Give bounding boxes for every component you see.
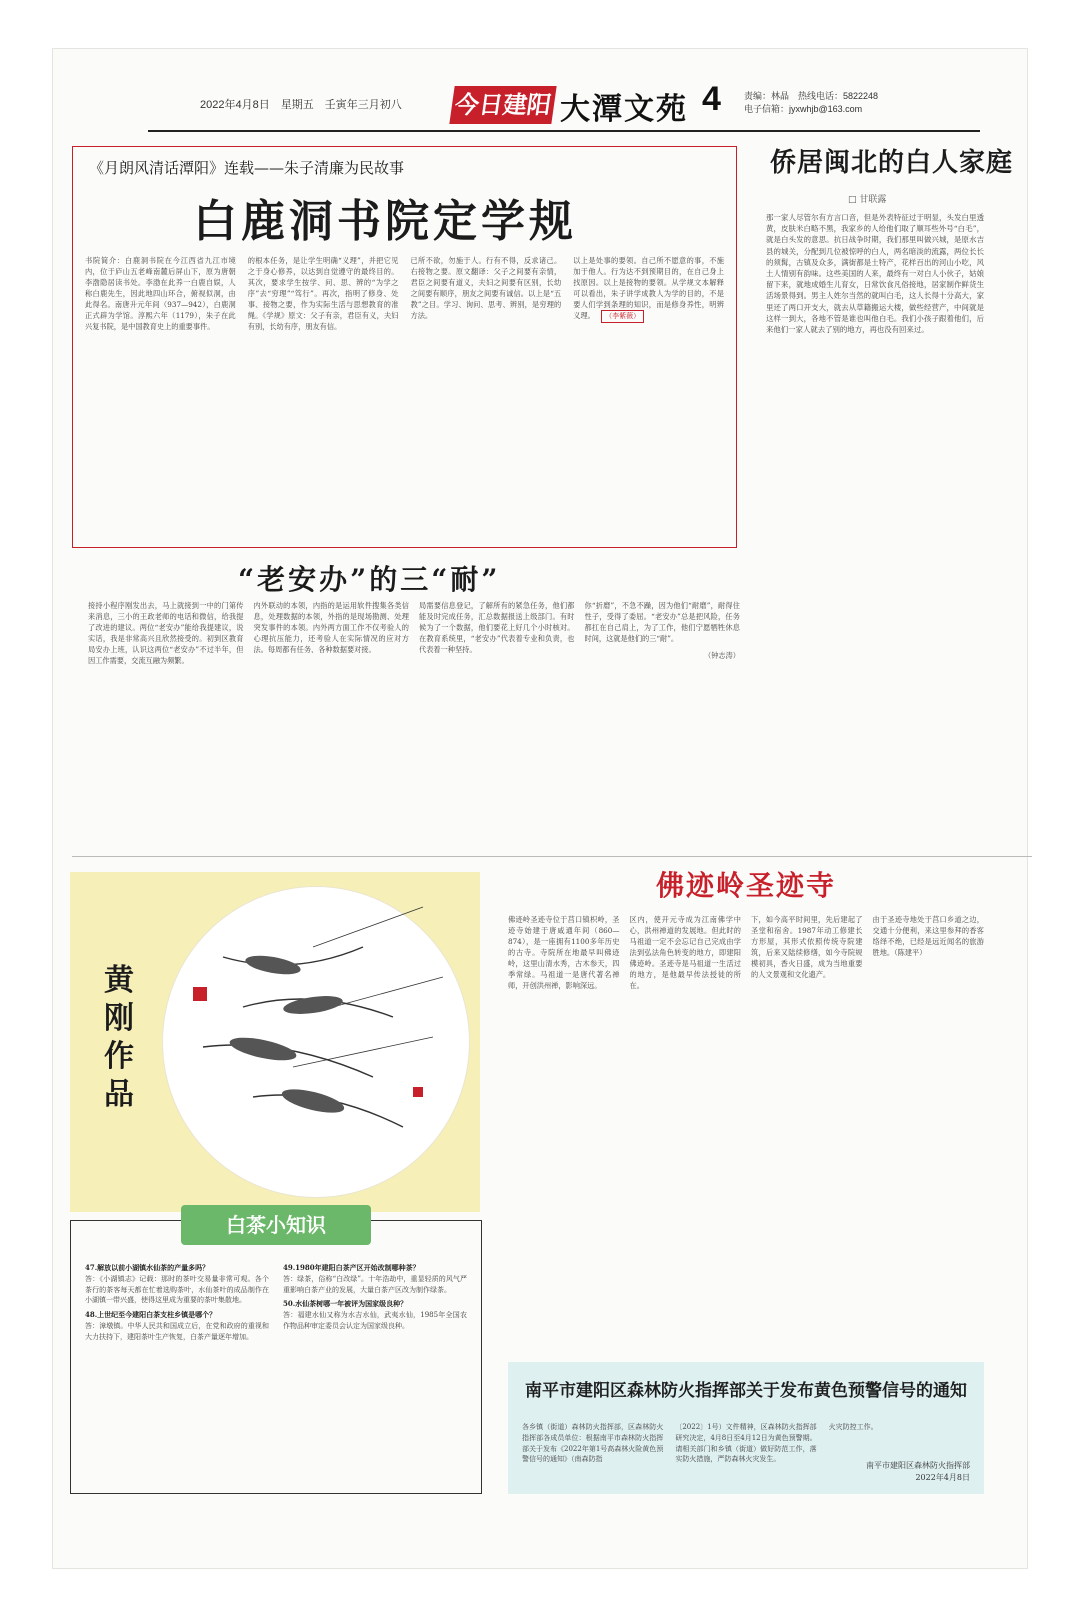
notice-signature-date: 2022年4月8日 xyxy=(915,1473,970,1482)
laoan-columns xyxy=(88,600,740,844)
notice-col-3: 火灾防控工作。 xyxy=(828,1423,878,1431)
tea-answer: 答：福建水仙又称为水吉水仙，武夷水仙，1985年全国农作物品种审定委员会认定为国家级良种。 xyxy=(283,1311,467,1330)
editor-info xyxy=(744,90,878,116)
shrimp-painting xyxy=(162,886,470,1198)
painting-label: 黄刚作品 xyxy=(104,963,134,1112)
section-title: 大潭文苑 xyxy=(560,92,688,127)
tea-question: 48.上世纪至今建阳白茶支柱乡镇是哪个？ xyxy=(85,1310,217,1320)
temple-columns xyxy=(508,914,984,1346)
temple-col-4: 由于圣迹寺地处于莒口乡道之边，交通十分便利，来这里参拜的香客络绎不绝，已经是远近闻名的旅游胜地。（陈建平） xyxy=(872,915,984,957)
laoan-col-3: 局需要信息登记，了解所有的紧急任务，他们都能及时完成任务，汇总数据报送上级部门。有时候为了一个数据，他们要花上好几个小时核对。在教育系统里，“老安办”代表着专业和负责，也代表着一种坚持。 xyxy=(419,601,575,654)
laoan-col-1: 接持小程序刚发出去，马上就接到一中的门第传来消息，三小的王政老师的电话和微信，给我提了改进的建议。两位“老安办”能给我提建议，说实话，我是非常高兴且欣然接受的。初到区教育局安办上班，认识这两位“老安办”不过半年，但因工作需要，交流互融为频繁。 xyxy=(88,601,244,665)
tea-knowledge-box xyxy=(70,1213,482,1494)
temple-title: 佛迹岭圣迹寺 xyxy=(656,869,837,902)
laoan-byline: （钟志涛） xyxy=(704,651,740,660)
laoan-col-4-text: 你“折磨”，不急不躁，因为他们“耐磨”，耐得住性子，受得了委屈。“老安办”总是把风险，任务都扛在自己肩上，为了工作，他们宁愿牺牲休息时间，这就是他们的三“耐”。 xyxy=(584,601,740,643)
tea-col-1 xyxy=(85,1263,269,1481)
page-number: 4 xyxy=(702,80,721,118)
notice-title: 南平市建阳区森林防火指挥部关于发布黄色预警信号的通知 xyxy=(525,1381,967,1401)
laoan-title: “老安办”的三“耐” xyxy=(238,563,501,596)
tea-columns xyxy=(85,1263,467,1481)
temple-col-1: 佛迹岭圣迹寺位于莒口镇枳岭，圣迹寺始建于唐咸通年间（860—874），是一座拥有1100多年历史的古寺。寺院所在地最早叫佛迹岭，这里山清水秀，古木参天，四季常绿。马祖道一是唐代著名禅师，开创洪州禅，影响深远。 xyxy=(508,915,620,990)
tea-col-2 xyxy=(283,1263,467,1481)
laoan-col-4 xyxy=(585,600,741,844)
paper-logo: 今日建阳 xyxy=(449,86,556,124)
notice-signature xyxy=(866,1460,970,1484)
notice-col-2: 〔2022〕1号）文件精神，区森林防火指挥部研究决定，4月8日至4月12日为黄色预警期。请相关部门和乡镇（街道）做好防范工作，落实防火措施，严防森林火灾发生。 xyxy=(675,1423,817,1464)
feature-byline: （李紫薇） xyxy=(601,310,644,323)
tea-answer: 答：绿茶，俗称“白改绿”。十年浩劫中，重显轻质的风气严重影响白茶产业的发展，大量白茶产区改为制作绿茶。 xyxy=(283,1274,467,1294)
feature-col-1: 书院简介：白鹿洞书院在今江西省九江市境内，位于庐山五老峰南麓后屏山下，原为唐朝李渤隐居读书处。李渤在此养一白鹿自娱，人称白鹿先生，因此地四山环合，俯视似洞，由此得名。南唐升元年间（937—942），白鹿洞正式辟为学馆。淳熙六年（1179），朱子在此兴复书院，是中国教育史上的重要事件。 xyxy=(85,256,236,331)
issue-date: 2022年4月8日 星期五 壬寅年三月初八 xyxy=(200,99,402,111)
right-story-author: □ 甘联露 xyxy=(848,195,887,205)
feature-col-3: 已所不欲，勿施于人。行有不得，反求诸己。右接物之要。原文翻译：父子之间要有亲情，君臣之间要有道义，夫妇之间要有区别，长幼之间要有顺序，朋友之间要有诚信。以上是“五教”之目。学习、询问、思考、辨别，是穷理的方法。 xyxy=(410,256,562,320)
feature-col-2: 的根本任务，是让学生明确“义理”，并把它见之于身心修养，以达到自觉遵守的最终目的。其次，要求学生按学、问、思、辨的“为学之序”去“穷理”“笃行”。再次，指明了修身、处事、接物之要，作为实际生活与思想教育的准绳。《学规》原文：父子有亲，君臣有义，夫妇有别，长幼有序，朋友有信。 xyxy=(247,256,399,331)
right-story-text: 那一家人尽管尔有方言口音，但是外表特征过于明显，头发白里透黄，皮肤米白略不黑，我家乡的人给他们取了顺耳些外号“白毛”，就是白头发的意思。抗日战争时期，我们那里叫做兴城，是原水吉县的城关，分配到几位被惊呼的白人，两名暗淡的流露，两位长长的须髯，古镇及众多，满街都是土特产，花样百出的河山小吃，风土人情别有韵味。这些美国的人来，最终有一对白人小伙子，姑娘留下来，就地成婚生儿育女，日常饮食凡俗接地，居家制作鲜货生活场景得到。男主人姓尔当然的就叫白毛，这人长得十分高大，家里还了两口开支大，就去从草籍搬运大楼，做些经营产，中间就是这样一到大，各地不管是谁也叫他白毛。我们小孩子跟着他们，后来他们一家人就去了别的地方，再也没有回来过。 xyxy=(766,213,984,335)
email-line: 电子信箱：jyxwhjb@163.com xyxy=(744,104,863,114)
feature-columns xyxy=(85,255,724,537)
temple-col-3: 下，如今高平时间里，先后建起了圣堂和宿舍。1987年动工修建长方形屋，其形式依照传统寺院建筑，后来又陆续修缮，如今寺院规模初具，香火日盛，成为当地重要的人文景观和文化遗产。 xyxy=(751,915,863,979)
series-title: 《月朗风清话潭阳》连载——朱子清廉为民故事 xyxy=(89,159,405,177)
tea-answer: 答：《小湖镇志》记载：那时的茶叶交易量非常可观。各个茶行的茶客每天都在忙着选购茶叶，水仙茶叶的成品制作在小湖镇一带兴盛，使得这里成为重要的茶叶集散地。 xyxy=(85,1274,269,1305)
tea-question: 49.1980年建阳白茶产区开始改制哪种茶？ xyxy=(283,1263,420,1272)
tea-question: 50.水仙茶树哪一年被评为国家级良种？ xyxy=(283,1299,408,1309)
right-story-title: 侨居闽北的白人家庭 xyxy=(770,148,1014,178)
section-divider xyxy=(72,856,1032,857)
feature-article xyxy=(72,146,737,548)
painting-panel xyxy=(70,872,480,1212)
tea-answer: 答：漳墩镇。中华人民共和国成立后，在党和政府的重视和大力扶持下，建阳茶叶生产恢复，白茶产量逐年增加。 xyxy=(85,1321,269,1341)
fire-warning-notice xyxy=(508,1362,984,1494)
feature-col-4-text: 以上是处事的要领。自己所不愿意的事，不施加于他人。行为达不到预期目的，在自己身上找原因。以上是接物的要领。从学规文本解释可以看出，朱子讲学成教人为学的目的，不是要人们学到条理的知识，而是修身养性，明辨义理。 xyxy=(573,256,724,320)
temple-col-2: 区内，使开元寺成为江南佛学中心，洪州禅道的发展地。但此时的马祖道一定不会忘记自己完成由学法到弘法角色转变的地方，即建阳佛迹岭。圣迹寺是马祖道一生活过的地方，是他最早传法授徒的所在。 xyxy=(629,915,741,990)
editor-line: 责编：林晶 热线电话：5822248 xyxy=(744,91,879,101)
laoan-col-2: 内外联动的本领，内指的是运用软件搜集各类信息，处理数据的本领，外指的是现场勘测、处理突发事件的本领。内外两方面工作不仅考验人的心理抗压能力，还考验人在实际情况的应对方法。每周都有任务、各种数据要对接。 xyxy=(253,601,409,654)
notice-col-1: 各乡镇（街道）森林防火指挥部，区森林防火指挥部各成员单位：根据南平市森林防火指挥部关于发布《2022年第1号高森林火险黄色预警信号的通知》（南森防指 xyxy=(522,1423,664,1464)
feature-col-4 xyxy=(573,255,724,537)
notice-signature-org: 南平市建阳区森林防火指挥部 xyxy=(866,1461,970,1470)
shrimp-drawing-icon xyxy=(163,887,471,1199)
masthead xyxy=(52,76,1028,132)
tea-question: 47.解放以前小湖镇水仙茶的产量多吗？ xyxy=(85,1263,210,1272)
feature-headline: 白鹿洞书院定学规 xyxy=(193,196,577,247)
masthead-rule xyxy=(148,130,980,132)
tea-banner: 白茶小知识 xyxy=(181,1205,371,1245)
